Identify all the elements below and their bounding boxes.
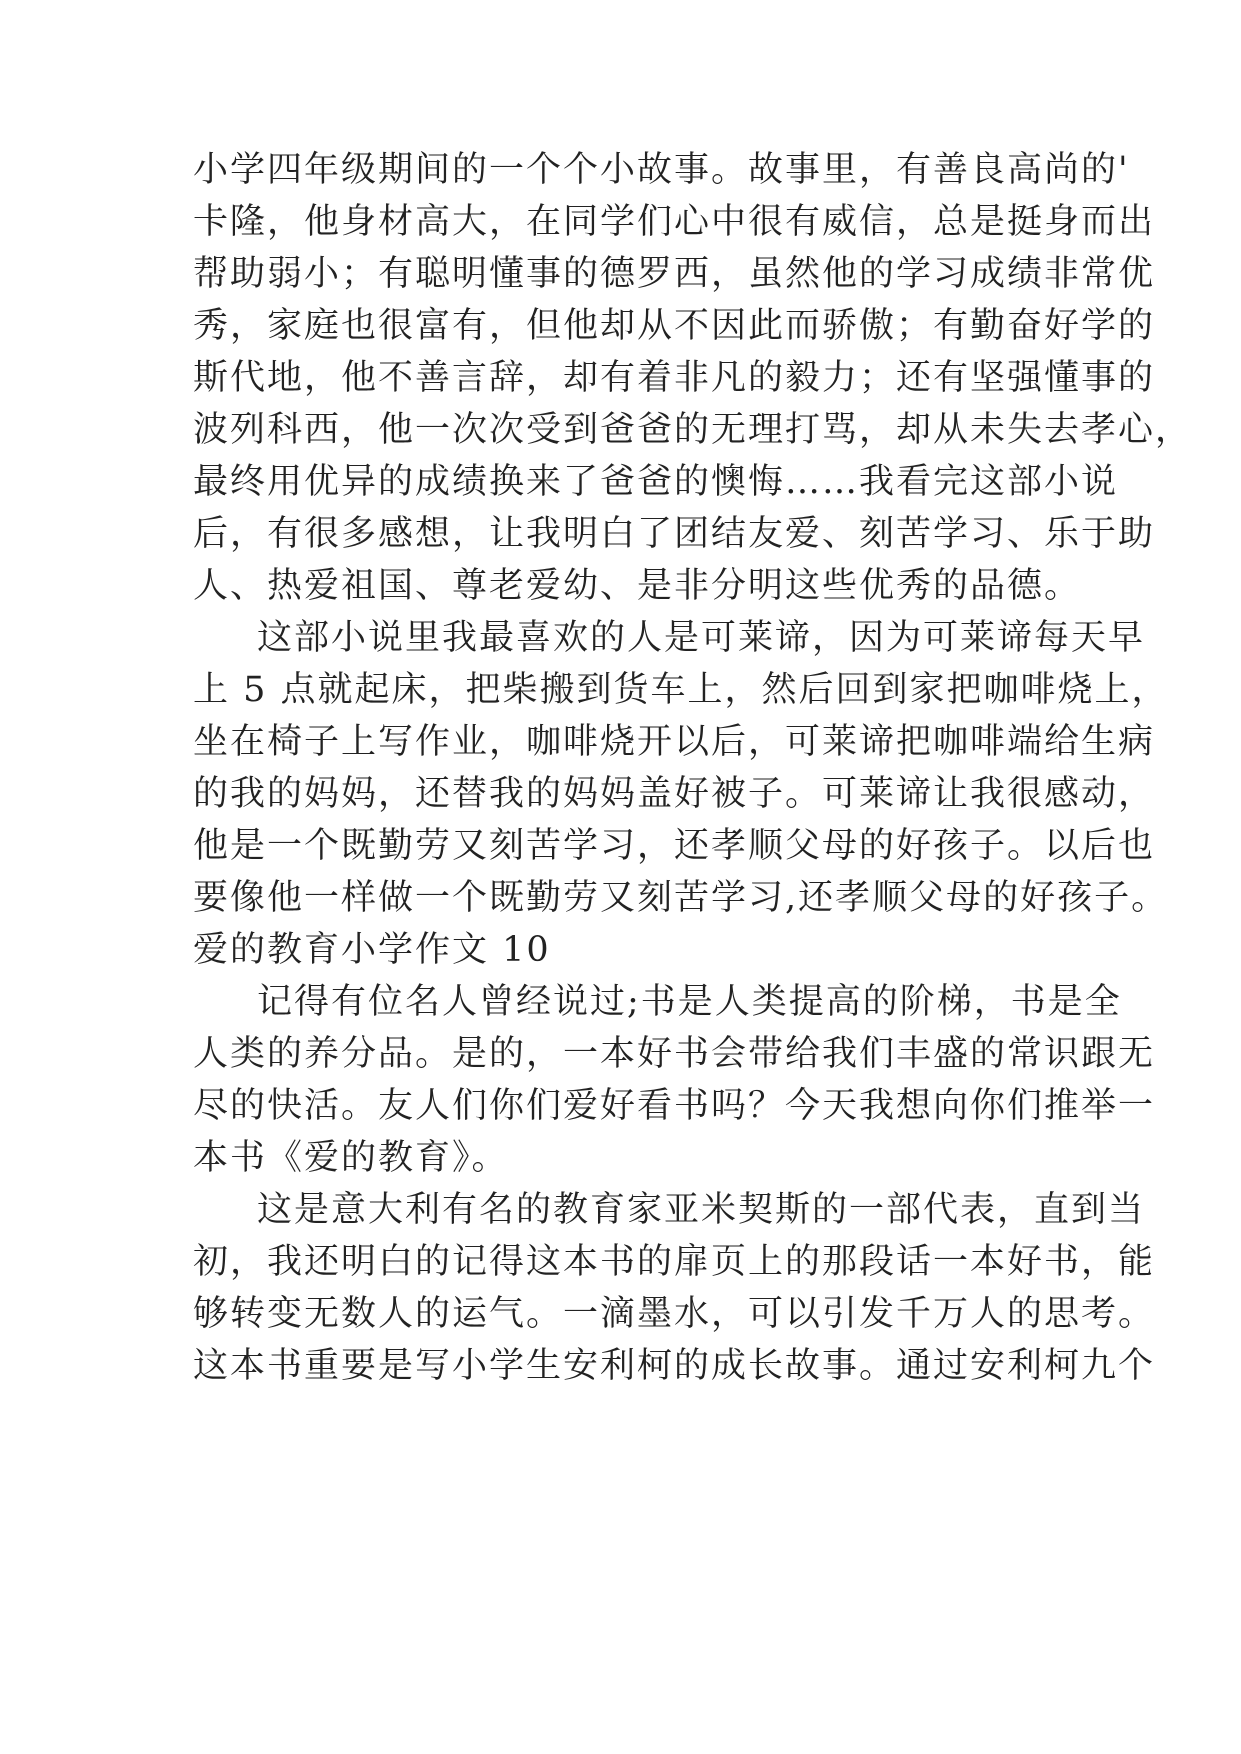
text-line-23: 够转变无数人的运气。一滴墨水，可以引发千万人的思考。 — [193, 1294, 1156, 1334]
text-line-3: 帮助弱小；有聪明懂事的德罗西，虽然他的学习成绩非常优 — [193, 254, 1156, 294]
section-heading: 爱的教育小学作文 10 — [193, 930, 551, 970]
paragraph-start-line: 这部小说里我最喜欢的人是可莱谛，因为可莱谛每天早 — [257, 618, 1146, 658]
text-line-11: 上 5 点就起床，把柴搬到货车上，然后回到家把咖啡烧上， — [193, 670, 1169, 710]
text-line-18: 人类的养分品。是的，一本好书会带给我们丰盛的常识跟无 — [193, 1034, 1156, 1074]
text-line-8: 后，有很多感想，让我明白了团结友爱、刻苦学习、乐于助 — [193, 514, 1156, 554]
text-line-22: 初，我还明白的记得这本书的扉页上的那段话一本好书，能 — [193, 1242, 1156, 1282]
text-line-4: 秀，家庭也很富有，但他却从不因此而骄傲；有勤奋好学的 — [193, 306, 1156, 346]
text-line-9: 人、热爱祖国、尊老爱幼、是非分明这些优秀的品德。 — [193, 566, 1082, 606]
text-line-12: 坐在椅子上写作业，咖啡烧开以后，可莱谛把咖啡端给生病 — [193, 722, 1156, 762]
text-line-7: 最终用优异的成绩换来了爸爸的懊悔……我看完这部小说 — [193, 462, 1119, 502]
text-line-5: 斯代地，他不善言辞，却有着非凡的毅力；还有坚强懂事的 — [193, 358, 1156, 398]
text-line-20: 本书《爱的教育》。 — [193, 1138, 509, 1178]
text-line-14: 他是一个既勤劳又刻苦学习，还孝顺父母的好孩子。以后也 — [193, 826, 1156, 866]
text-line-24: 这本书重要是写小学生安利柯的成长故事。通过安利柯九个 — [193, 1346, 1156, 1386]
text-line-19: 尽的快活。友人们你们爱好看书吗？今天我想向你们推举一 — [193, 1086, 1156, 1126]
paragraph-start-line: 记得有位名人曾经说过;书是人类提高的阶梯，书是全 — [257, 982, 1122, 1022]
text-line-13: 的我的妈妈，还替我的妈妈盖好被子。可莱谛让我很感动， — [193, 774, 1156, 814]
text-line-15: 要像他一样做一个既勤劳又刻苦学习,还孝顺父母的好孩子。 — [193, 878, 1169, 918]
text-line-1: 小学四年级期间的一个个小故事。故事里，有善良高尚的' — [193, 150, 1130, 190]
text-line-6: 波列科西，他一次次受到爸爸的无理打骂，却从未失去孝心， — [193, 410, 1193, 450]
text-line-2: 卡隆，他身材高大，在同学们心中很有威信，总是挺身而出 — [193, 202, 1156, 242]
paragraph-start-line: 这是意大利有名的教育家亚米契斯的一部代表，直到当 — [257, 1190, 1146, 1230]
